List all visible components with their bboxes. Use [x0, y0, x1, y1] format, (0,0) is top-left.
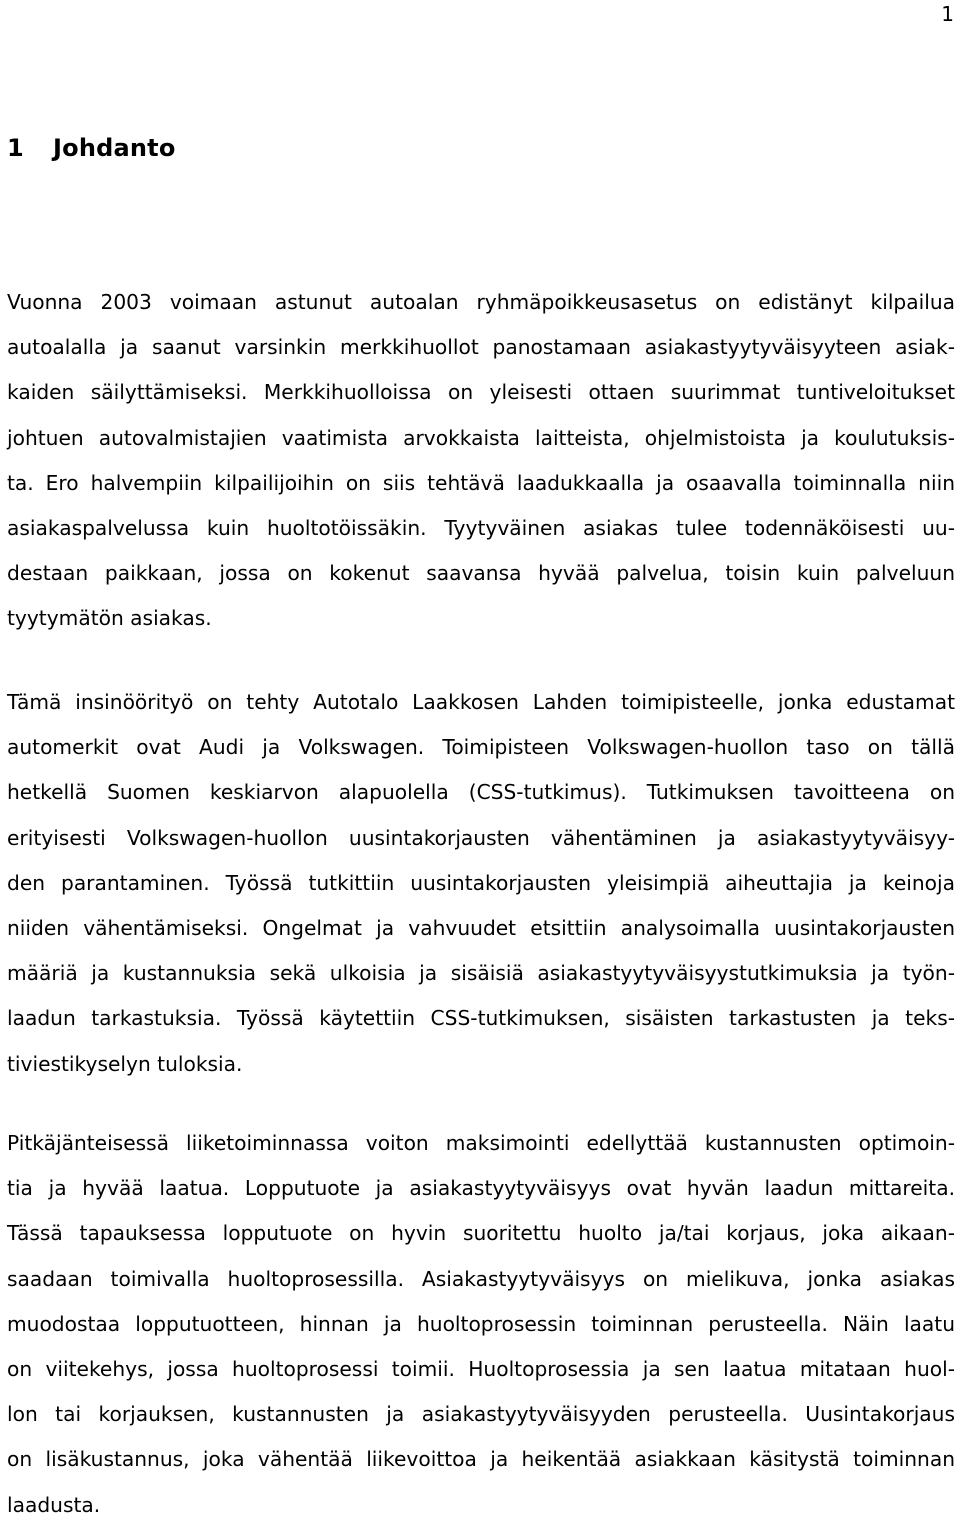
- page-number: 1: [941, 2, 954, 26]
- text-line: lon tai korjauksen, kustannusten ja asiakastyytyväisyyden perusteella. Uusintakorjaus: [7, 1402, 955, 1427]
- intro-paragraph-1: [7, 280, 955, 642]
- text-line: muodostaa lopputuotteen, hinnan ja huoltoprosessin toiminnan perusteella. Näin laatu: [7, 1311, 955, 1336]
- text-line: asiakaspalvelussa kuin huoltotöissäkin. Tyytyväinen asiakas tulee todennäköisesti uu-: [7, 516, 955, 541]
- text-line: Vuonna 2003 voimaan astunut autoalan ryhmäpoikkeusasetus on edistänyt kilpailua: [7, 290, 955, 314]
- text-line: Tämä insinöörityö on tehty Autotalo Laakkosen Lahden toimipisteelle, jonka edustamat: [7, 690, 955, 714]
- text-line: saadaan toimivalla huoltoprosessilla. Asiakastyytyväisyys on mielikuva, jonka asiakas: [7, 1266, 955, 1291]
- text-line: johtuen autovalmistajien vaatimista arvokkaista laitteista, ohjelmistoista ja koulutuksis-: [7, 425, 955, 450]
- text-line: tia ja hyvää laatua. Lopputuote ja asiakastyytyväisyys ovat hyvän laadun mittareita.: [7, 1176, 955, 1201]
- intro-paragraph-2: [7, 680, 955, 1087]
- text-line: tyytymätön asiakas.: [7, 606, 212, 631]
- text-line: den parantaminen. Työssä tutkittiin uusintakorjausten yleisimpiä aiheuttajia ja keinoja: [7, 870, 955, 895]
- text-line: on viitekehys, jossa huoltoprosessi toimii. Huoltoprosessia ja sen laatua mitataan huol-: [7, 1357, 955, 1382]
- text-line: Tässä tapauksessa lopputuote on hyvin suoritettu huolto ja/tai korjaus, joka aikaan-: [7, 1221, 955, 1246]
- text-line: on lisäkustannus, joka vähentää liikevoittoa ja heikentää asiakkaan käsitystä toiminnan: [7, 1447, 955, 1472]
- text-line: ta. Ero halvempiin kilpailijoihin on siis tehtävä laadukkaalla ja osaavalla toiminnalla niin: [7, 470, 955, 495]
- text-line: automerkit ovat Audi ja Volkswagen. Toimipisteen Volkswagen-huollon taso on tällä: [7, 735, 955, 760]
- text-line: autoalalla ja saanut varsinkin merkkihuollot panostamaan asiakastyytyväisyyteen asiak-: [7, 335, 955, 360]
- text-line: hetkellä Suomen keskiarvon alapuolella (CSS-tutkimus). Tutkimuksen tavoitteena on: [7, 780, 955, 805]
- intro-paragraph-3: [7, 1121, 955, 1528]
- text-line: niiden vähentämiseksi. Ongelmat ja vahvuudet etsittiin analysoimalla uusintakorjausten: [7, 916, 955, 941]
- chapter-number: 1: [7, 134, 24, 162]
- chapter-heading: [7, 130, 176, 166]
- text-line: laadusta.: [7, 1492, 101, 1517]
- text-line: määriä ja kustannuksia sekä ulkoisia ja sisäisiä asiakastyytyväisyystutkimuksia ja työn-: [7, 961, 955, 986]
- text-line: destaan paikkaan, jossa on kokenut saavansa hyvää palvelua, toisin kuin palveluun: [7, 561, 955, 586]
- text-line: tiviestikyselyn tuloksia.: [7, 1051, 243, 1076]
- text-line: laadun tarkastuksia. Työssä käytettiin CSS-tutkimuksen, sisäisten tarkastusten ja teks-: [7, 1006, 955, 1031]
- chapter-title: Johdanto: [53, 134, 176, 162]
- text-line: erityisesti Volkswagen-huollon uusintakorjausten vähentäminen ja asiakastyytyväisyy-: [7, 825, 955, 850]
- text-line: kaiden säilyttämiseksi. Merkkihuolloissa on yleisesti ottaen suurimmat tuntiveloitukset: [7, 380, 955, 405]
- text-line: Pitkäjänteisessä liiketoiminnassa voiton maksimointi edellyttää kustannusten optimoin-: [7, 1131, 955, 1155]
